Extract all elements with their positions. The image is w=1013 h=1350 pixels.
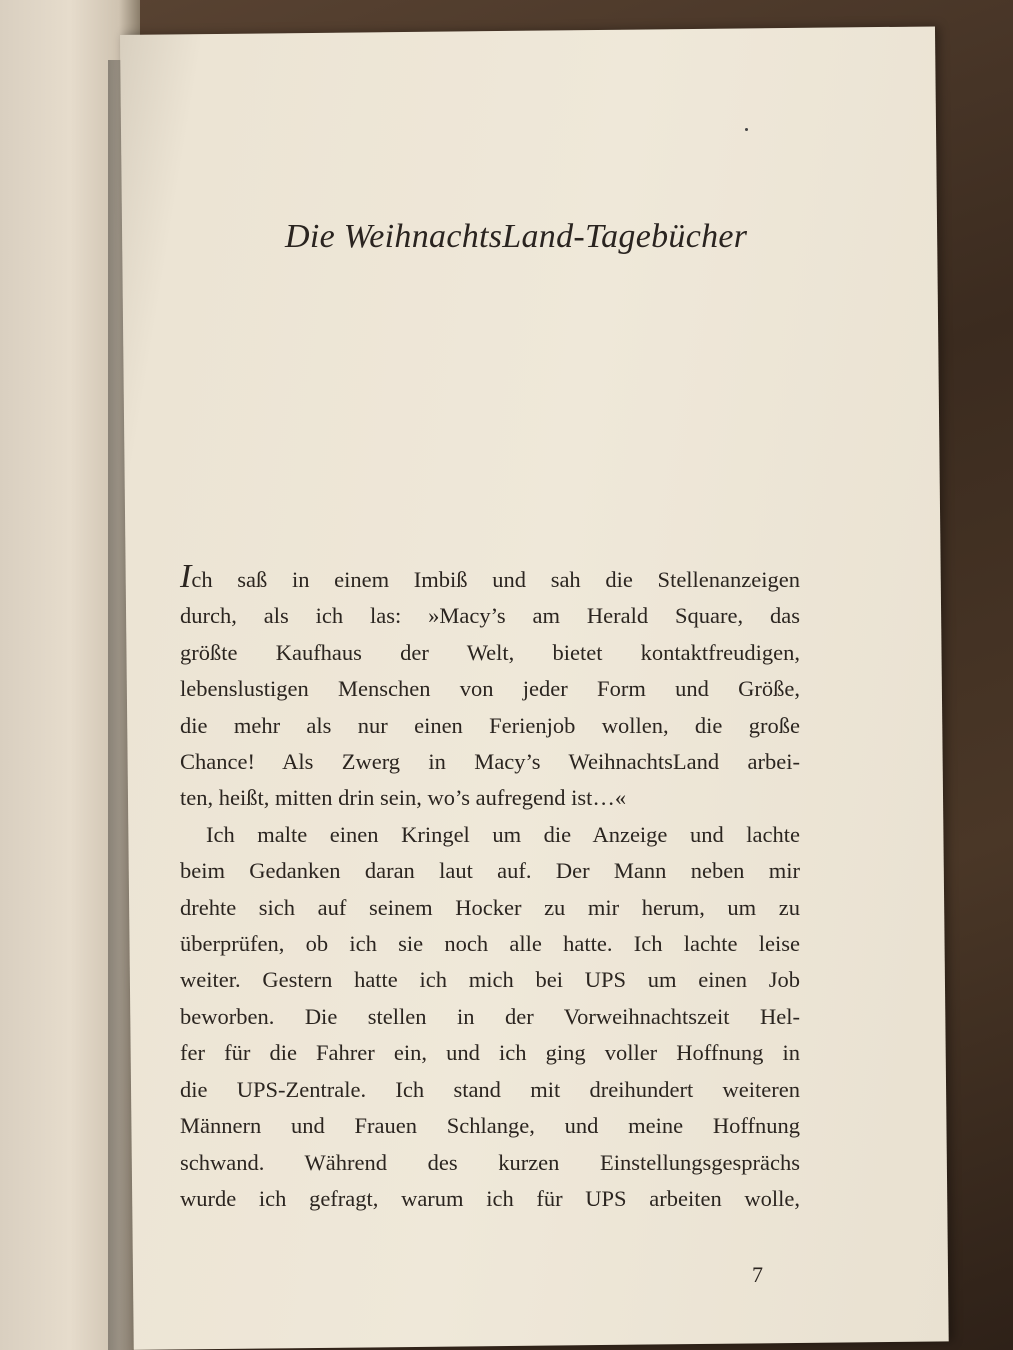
paper-speck bbox=[745, 128, 748, 131]
text-line-13: beworben. Die stellen in der Vorweihnachtszeit Hel- bbox=[180, 1003, 800, 1029]
text-line-16: Männern und Frauen Schlange, und meine Hoffnung bbox=[180, 1113, 800, 1139]
text-line-9: beim Gedanken daran laut auf. Der Mann neben mir bbox=[180, 858, 800, 884]
page-number: 7 bbox=[752, 1262, 763, 1287]
text-line-3: größte Kaufhaus der Welt, bietet kontaktfreudigen, bbox=[180, 639, 800, 665]
text-line-17: schwand. Während des kurzen Einstellungsgesprächs bbox=[180, 1149, 800, 1175]
text-line-2: durch, als ich las: »Macy’s am Herald Square, das bbox=[180, 603, 800, 629]
text-line-15: die UPS-Zentrale. Ich stand mit dreihundert weiteren bbox=[180, 1076, 800, 1102]
text-line-7: ten, heißt, mitten drin sein, wo’s aufregend ist…« bbox=[180, 785, 627, 811]
text-line-11: überprüfen, ob ich sie noch alle hatte. Ich lachte leise bbox=[180, 931, 800, 957]
text-line-12: weiter. Gestern hatte ich mich bei UPS um einen Job bbox=[180, 967, 800, 993]
text-line-5: die mehr als nur einen Ferienjob wollen, die große bbox=[180, 712, 800, 738]
text-line-14: fer für die Fahrer ein, und ich ging voller Hoffnung in bbox=[180, 1040, 800, 1066]
chapter-title: Die WeihnachtsLand-Tagebücher bbox=[285, 218, 748, 255]
text-line-18: wurde ich gefragt, warum ich für UPS arbeiten wolle, bbox=[180, 1185, 800, 1211]
body-text bbox=[180, 558, 800, 1217]
text-line-10: drehte sich auf seinem Hocker zu mir herum, um zu bbox=[180, 894, 800, 920]
drop-cap: I bbox=[180, 558, 192, 595]
text-line-8: Ich malte einen Kringel um die Anzeige und lachte bbox=[206, 821, 800, 847]
text-line-1: Ich saß in einem Imbiß und sah die Stellenanzeigen bbox=[180, 558, 800, 595]
text-line-4: lebenslustigen Menschen von jeder Form und Größe, bbox=[180, 676, 800, 702]
text-line-6: Chance! Als Zwerg in Macy’s WeihnachtsLand arbei- bbox=[180, 749, 800, 775]
